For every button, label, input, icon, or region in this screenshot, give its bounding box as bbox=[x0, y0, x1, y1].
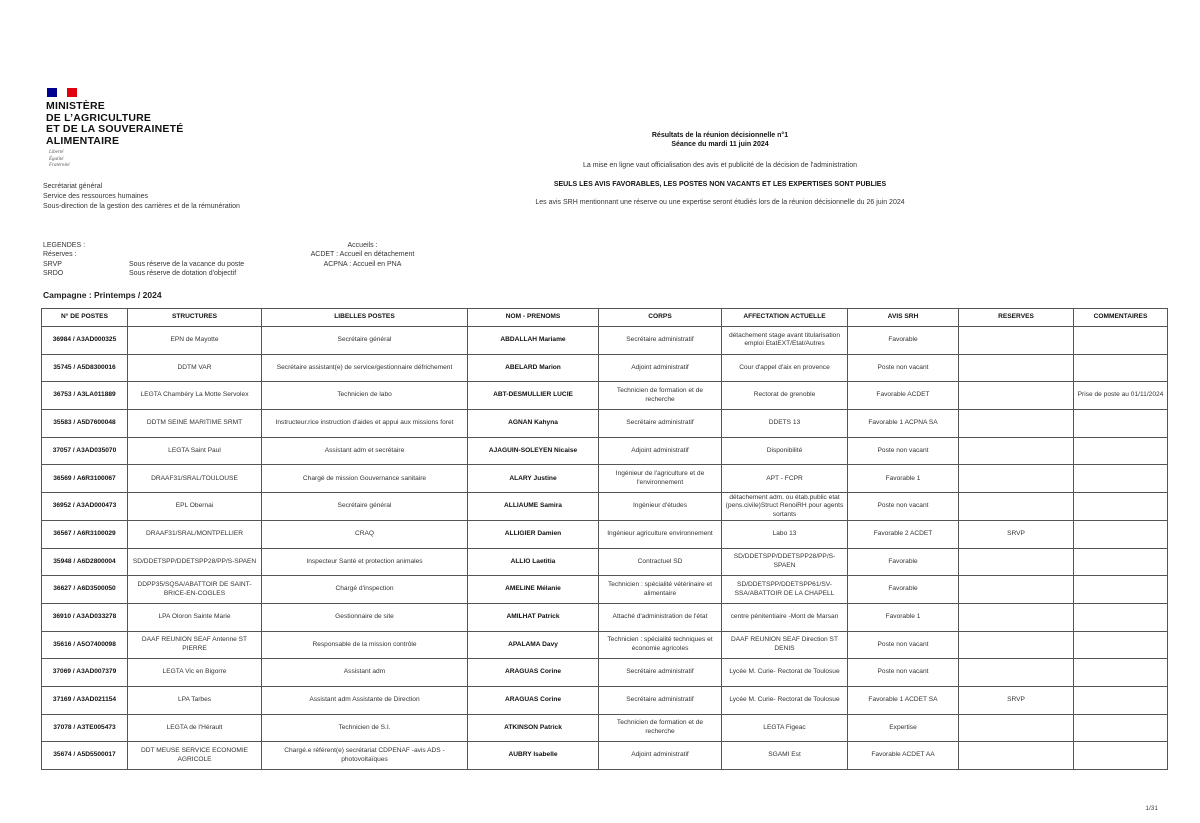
poste-number-cell: 36952 / A3AD000473 bbox=[42, 493, 128, 521]
results-table bbox=[41, 308, 1168, 770]
legend-desc: Sous réserve de la vacance du poste bbox=[129, 260, 245, 268]
marianne-flag-logo bbox=[47, 88, 77, 97]
structure-cell: DRAAF31/SRAL/MONTPELLIER bbox=[128, 520, 262, 548]
nom-prenom-cell: ARAGUAS Corine bbox=[468, 686, 599, 714]
nom-prenom-cell: AGNAN Kahyna bbox=[468, 410, 599, 438]
accueil-item: ACPNA : Accueil en PNA bbox=[323, 260, 402, 268]
table-row bbox=[42, 576, 1168, 604]
service-line: Service des ressources humaines bbox=[43, 193, 149, 200]
structure-cell: DDPP35/SQSA/ABATTOIR DE SAINT-BRICE-EN-COGLES bbox=[128, 576, 262, 604]
structure-cell: EPL Obernai bbox=[128, 493, 262, 521]
structure-cell: DDTM VAR bbox=[128, 354, 262, 382]
commentaires-cell bbox=[1074, 742, 1168, 770]
commentaires-cell bbox=[1074, 520, 1168, 548]
commentaires-cell bbox=[1074, 465, 1168, 493]
service-block bbox=[43, 182, 240, 212]
table-row bbox=[42, 465, 1168, 493]
devise-line: Fraternité bbox=[49, 163, 70, 168]
avis-srh-cell: Favorable 1 bbox=[848, 465, 959, 493]
reserves-cell bbox=[959, 659, 1074, 687]
reserves-cell bbox=[959, 437, 1074, 465]
notice-publication: SEULS LES AVIS FAVORABLES, LES POSTES NON VACANTS ET LES EXPERTISES SONT PUBLIES bbox=[553, 181, 887, 188]
legend-title: LEGENDES : bbox=[43, 242, 86, 249]
logo-line: ET DE LA SOUVERAINETÉ bbox=[46, 123, 184, 135]
avis-srh-cell: Expertise bbox=[848, 714, 959, 742]
libelle-poste-cell: CRAQ bbox=[262, 520, 468, 548]
libelle-poste-cell: Instructeur.rice instruction d'aides et appui aux missions foret bbox=[262, 410, 468, 438]
libelle-poste-cell: Inspecteur Santé et protection animales bbox=[262, 548, 468, 576]
avis-srh-cell: Poste non vacant bbox=[848, 659, 959, 687]
libelle-poste-cell: Technicien de S.I. bbox=[262, 714, 468, 742]
affectation-actuelle-cell: DAAF REUNION SEAF Direction ST DENIS bbox=[722, 631, 848, 659]
table-row bbox=[42, 686, 1168, 714]
page-number: 1/31 bbox=[1145, 805, 1158, 812]
avis-srh-cell: Favorable 1 bbox=[848, 603, 959, 631]
table-row bbox=[42, 548, 1168, 576]
avis-srh-cell: Poste non vacant bbox=[848, 354, 959, 382]
nom-prenom-cell: ARAGUAS Corine bbox=[468, 659, 599, 687]
structure-cell: DDTM SEINE MARITIME SRMT bbox=[128, 410, 262, 438]
table-row bbox=[42, 382, 1168, 410]
reserves-cell: SRVP bbox=[959, 520, 1074, 548]
column-header: NOM - PRENOMS bbox=[468, 309, 599, 327]
legend-desc: Sous réserve de dotation d'objectif bbox=[129, 269, 237, 277]
logo-line: DE L’AGRICULTURE bbox=[46, 111, 152, 124]
affectation-actuelle-cell: SD/DDETSPP/DDETSPP28/PP/S-SPAEN bbox=[722, 548, 848, 576]
poste-number-cell: 36984 / A3AD000325 bbox=[42, 327, 128, 355]
commentaires-cell bbox=[1074, 437, 1168, 465]
structure-cell: LEGTA Chambéry La Motte Servolex bbox=[128, 382, 262, 410]
commentaires-cell: Prise de poste au 01/11/2024 bbox=[1074, 382, 1168, 410]
libelle-poste-cell: Chargé de mission Gouvernance sanitaire bbox=[262, 465, 468, 493]
corps-cell: Adjoint administratif bbox=[599, 742, 722, 770]
nom-prenom-cell: APALAMA Davy bbox=[468, 631, 599, 659]
table-row bbox=[42, 742, 1168, 770]
corps-cell: Secrétaire administratif bbox=[599, 686, 722, 714]
corps-cell: Adjoint administratif bbox=[599, 437, 722, 465]
legend bbox=[43, 241, 244, 278]
devise-line: Égalité bbox=[49, 156, 64, 162]
table-row bbox=[42, 631, 1168, 659]
libelle-poste-cell: Secrétaire général bbox=[262, 493, 468, 521]
reserves-cell bbox=[959, 354, 1074, 382]
affectation-actuelle-cell: Labo 13 bbox=[722, 520, 848, 548]
campagne-label: Campagne : Printemps / 2024 bbox=[43, 290, 162, 300]
structure-cell: LEGTA de l'Hérault bbox=[128, 714, 262, 742]
structure-cell: DDT MEUSE SERVICE ECONOMIE AGRICOLE bbox=[128, 742, 262, 770]
avis-srh-cell: Favorable bbox=[848, 327, 959, 355]
reserves-cell bbox=[959, 603, 1074, 631]
column-header: N° DE POSTES bbox=[42, 309, 128, 327]
accueil-item: ACDET : Accueil en détachement bbox=[310, 251, 415, 259]
legend-accueils bbox=[290, 241, 435, 269]
reserves-cell bbox=[959, 714, 1074, 742]
corps-cell: Ingénieur agriculture environnement bbox=[599, 520, 722, 548]
structure-cell: DAAF REUNION SEAF Antenne ST PIERRE bbox=[128, 631, 262, 659]
table-row bbox=[42, 327, 1168, 355]
corps-cell: Contractuel SD bbox=[599, 548, 722, 576]
nom-prenom-cell: ABT-DESMULLIER LUCIE bbox=[468, 382, 599, 410]
corps-cell: Secrétaire administratif bbox=[599, 327, 722, 355]
nom-prenom-cell: AMELINE Mélanie bbox=[468, 576, 599, 604]
poste-number-cell: 35583 / A5D7600048 bbox=[42, 410, 128, 438]
libelle-poste-cell: Gestionnaire de site bbox=[262, 603, 468, 631]
reserves-cell bbox=[959, 410, 1074, 438]
reserves-cell bbox=[959, 742, 1074, 770]
poste-number-cell: 37078 / A3TE005473 bbox=[42, 714, 128, 742]
commentaires-cell bbox=[1074, 327, 1168, 355]
nom-prenom-cell: ABDALLAH Mariame bbox=[468, 327, 599, 355]
libelle-poste-cell: Chargé d'inspection bbox=[262, 576, 468, 604]
service-line: Secrétariat général bbox=[43, 183, 103, 190]
nom-prenom-cell: ATKINSON Patrick bbox=[468, 714, 599, 742]
reserves-cell bbox=[959, 465, 1074, 493]
service-line: Sous-direction de la gestion des carrières et de la rémunération bbox=[43, 203, 240, 210]
table-header-row bbox=[42, 309, 1168, 327]
affectation-actuelle-cell: détachement stage avant titularisation emploi EtatEXT/Etat/Autres bbox=[722, 327, 848, 355]
reserves-cell bbox=[959, 493, 1074, 521]
poste-number-cell: 35616 / A5O7400098 bbox=[42, 631, 128, 659]
affectation-actuelle-cell: Lycée M. Curie- Rectorat de Toulosue bbox=[722, 686, 848, 714]
affectation-actuelle-cell: SGAMI Est bbox=[722, 742, 848, 770]
libelle-poste-cell: Technicien de labo bbox=[262, 382, 468, 410]
poste-number-cell: 37057 / A3AD035070 bbox=[42, 437, 128, 465]
affectation-actuelle-cell: APT - FCPR bbox=[722, 465, 848, 493]
column-header: LIBELLES POSTES bbox=[262, 309, 468, 327]
libelle-poste-cell: Assistant adm et secrétaire bbox=[262, 437, 468, 465]
nom-prenom-cell: ALARY Justine bbox=[468, 465, 599, 493]
poste-number-cell: 36627 / A6D3500050 bbox=[42, 576, 128, 604]
nom-prenom-cell: AMILHAT Patrick bbox=[468, 603, 599, 631]
poste-number-cell: 35674 / A5D5500017 bbox=[42, 742, 128, 770]
ministry-logo bbox=[46, 101, 183, 147]
logo-line: MINISTÈRE bbox=[46, 100, 105, 112]
libelle-poste-cell: Assistant adm bbox=[262, 659, 468, 687]
nom-prenom-cell: AUBRY Isabelle bbox=[468, 742, 599, 770]
logo-line: ALIMENTAIRE bbox=[46, 134, 120, 147]
table-row bbox=[42, 659, 1168, 687]
commentaires-cell bbox=[1074, 686, 1168, 714]
legend-code: SRVP bbox=[43, 260, 62, 268]
column-header: AVIS SRH bbox=[848, 309, 959, 327]
reserves-cell bbox=[959, 548, 1074, 576]
affectation-actuelle-cell: DDETS 13 bbox=[722, 410, 848, 438]
structure-cell: EPN de Mayotte bbox=[128, 327, 262, 355]
column-header: COMMENTAIRES bbox=[1074, 309, 1168, 327]
avis-srh-cell: Favorable 2 ACDET bbox=[848, 520, 959, 548]
avis-srh-cell: Poste non vacant bbox=[848, 631, 959, 659]
structure-cell: LEGTA Saint Paul bbox=[128, 437, 262, 465]
table-row bbox=[42, 354, 1168, 382]
affectation-actuelle-cell: SD/DDETSPP/DDETSPP61/SV-SSA/ABATTOIR DE LA CHAPELL bbox=[722, 576, 848, 604]
notice-officialisation: La mise en ligne vaut officialisation des avis et publicité de la décision de l'administration bbox=[583, 162, 857, 169]
avis-srh-cell: Favorable 1 ACPNA SA bbox=[848, 410, 959, 438]
commentaires-cell bbox=[1074, 576, 1168, 604]
avis-srh-cell: Favorable bbox=[848, 576, 959, 604]
table-row bbox=[42, 520, 1168, 548]
corps-cell: Technicien : spécialité vétérinaire et alimentaire bbox=[599, 576, 722, 604]
devise bbox=[49, 150, 70, 170]
notice-reserves: Les avis SRH mentionnant une réserve ou une expertise seront étudiés lors de la réunion décisionnelle du 26 juin 2024 bbox=[535, 199, 905, 206]
poste-number-cell: 36567 / A6R3100029 bbox=[42, 520, 128, 548]
libelle-poste-cell: Responsable de la mission contrôle bbox=[262, 631, 468, 659]
poste-number-cell: 35745 / A5D8300016 bbox=[42, 354, 128, 382]
column-header: AFFECTATION ACTUELLE bbox=[722, 309, 848, 327]
devise-line: Liberté bbox=[49, 150, 64, 155]
libelle-poste-cell: Secrétaire général bbox=[262, 327, 468, 355]
nom-prenom-cell: AJAGUIN-SOLEYEN Nicaise bbox=[468, 437, 599, 465]
table-row bbox=[42, 714, 1168, 742]
commentaires-cell bbox=[1074, 410, 1168, 438]
poste-number-cell: 36569 / A6R3100067 bbox=[42, 465, 128, 493]
commentaires-cell bbox=[1074, 548, 1168, 576]
reserves-cell bbox=[959, 576, 1074, 604]
structure-cell: LEGTA Vic en Bigorre bbox=[128, 659, 262, 687]
table-row bbox=[42, 437, 1168, 465]
nom-prenom-cell: ALLIO Laetitia bbox=[468, 548, 599, 576]
poste-number-cell: 36910 / A3AD033278 bbox=[42, 603, 128, 631]
avis-srh-cell: Poste non vacant bbox=[848, 437, 959, 465]
affectation-actuelle-cell: détachement adm. ou étab.public etat (pens.civile)Struct RenoiRH pour agents sortants bbox=[722, 493, 848, 521]
affectation-actuelle-cell: Rectorat de grenoble bbox=[722, 382, 848, 410]
table-row bbox=[42, 410, 1168, 438]
corps-cell: Attaché d'administration de l'état bbox=[599, 603, 722, 631]
corps-cell: Adjoint administratif bbox=[599, 354, 722, 382]
poste-number-cell: 36753 / A3LA011889 bbox=[42, 382, 128, 410]
legend-reserves-title: Réserves : bbox=[43, 251, 77, 259]
reserves-cell bbox=[959, 327, 1074, 355]
commentaires-cell bbox=[1074, 603, 1168, 631]
nom-prenom-cell: ALLIAUME Samira bbox=[468, 493, 599, 521]
corps-cell: Ingénieur de l'agriculture et de l'environnement bbox=[599, 465, 722, 493]
table-row bbox=[42, 493, 1168, 521]
nom-prenom-cell: ABELARD Marion bbox=[468, 354, 599, 382]
affectation-actuelle-cell: Cour d'appel d'aix en provence bbox=[722, 354, 848, 382]
avis-srh-cell: Favorable bbox=[848, 548, 959, 576]
structure-cell: DRAAF31/SRAL/TOULOUSE bbox=[128, 465, 262, 493]
poste-number-cell: 37169 / A3AD021154 bbox=[42, 686, 128, 714]
affectation-actuelle-cell: Disponibilité bbox=[722, 437, 848, 465]
commentaires-cell bbox=[1074, 631, 1168, 659]
document-title-block bbox=[480, 131, 960, 149]
table-row bbox=[42, 603, 1168, 631]
commentaires-cell bbox=[1074, 493, 1168, 521]
reserves-cell: SRVP bbox=[959, 686, 1074, 714]
structure-cell: LPA Oloron Sainte Marie bbox=[128, 603, 262, 631]
corps-cell: Technicien : spécialité techniques et économie agricoles bbox=[599, 631, 722, 659]
document-subtitle: Séance du mardi 11 juin 2024 bbox=[671, 141, 769, 148]
nom-prenom-cell: ALLIGIER Damien bbox=[468, 520, 599, 548]
affectation-actuelle-cell: Lycée M. Curie- Rectorat de Toulosue bbox=[722, 659, 848, 687]
libelle-poste-cell: Secrétaire assistant(e) de service/gestionnaire défrichement bbox=[262, 354, 468, 382]
legend-code: SRDO bbox=[43, 269, 64, 277]
libelle-poste-cell: Chargé.e référent(e) secrétariat CDPENAF -avis ADS - photovoltaïques bbox=[262, 742, 468, 770]
structure-cell: SD/DDETSPP/DDETSPP28/PP/S-SPAEN bbox=[128, 548, 262, 576]
avis-srh-cell: Favorable 1 ACDET SA bbox=[848, 686, 959, 714]
avis-srh-cell: Favorable ACDET bbox=[848, 382, 959, 410]
avis-srh-cell: Favorable ACDET AA bbox=[848, 742, 959, 770]
libelle-poste-cell: Assistant adm Assistante de Direction bbox=[262, 686, 468, 714]
affectation-actuelle-cell: centre pénitentiaire -Mont de Marsan bbox=[722, 603, 848, 631]
accueils-title: Accueils : bbox=[347, 242, 378, 249]
commentaires-cell bbox=[1074, 714, 1168, 742]
corps-cell: Technicien de formation et de recherche bbox=[599, 382, 722, 410]
corps-cell: Secrétaire administratif bbox=[599, 659, 722, 687]
poste-number-cell: 37069 / A3AD007379 bbox=[42, 659, 128, 687]
corps-cell: Technicien de formation et de recherche bbox=[599, 714, 722, 742]
reserves-cell bbox=[959, 631, 1074, 659]
reserves-cell bbox=[959, 382, 1074, 410]
commentaires-cell bbox=[1074, 659, 1168, 687]
avis-srh-cell: Poste non vacant bbox=[848, 493, 959, 521]
poste-number-cell: 35948 / A6D2800004 bbox=[42, 548, 128, 576]
structure-cell: LPA Tarbes bbox=[128, 686, 262, 714]
document-title: Résultats de la réunion décisionnelle n°1 bbox=[651, 132, 789, 139]
commentaires-cell bbox=[1074, 354, 1168, 382]
corps-cell: Secrétaire administratif bbox=[599, 410, 722, 438]
column-header: RESERVES bbox=[959, 309, 1074, 327]
column-header: STRUCTURES bbox=[128, 309, 262, 327]
affectation-actuelle-cell: LEGTA Figeac bbox=[722, 714, 848, 742]
column-header: CORPS bbox=[599, 309, 722, 327]
corps-cell: Ingénieur d'études bbox=[599, 493, 722, 521]
